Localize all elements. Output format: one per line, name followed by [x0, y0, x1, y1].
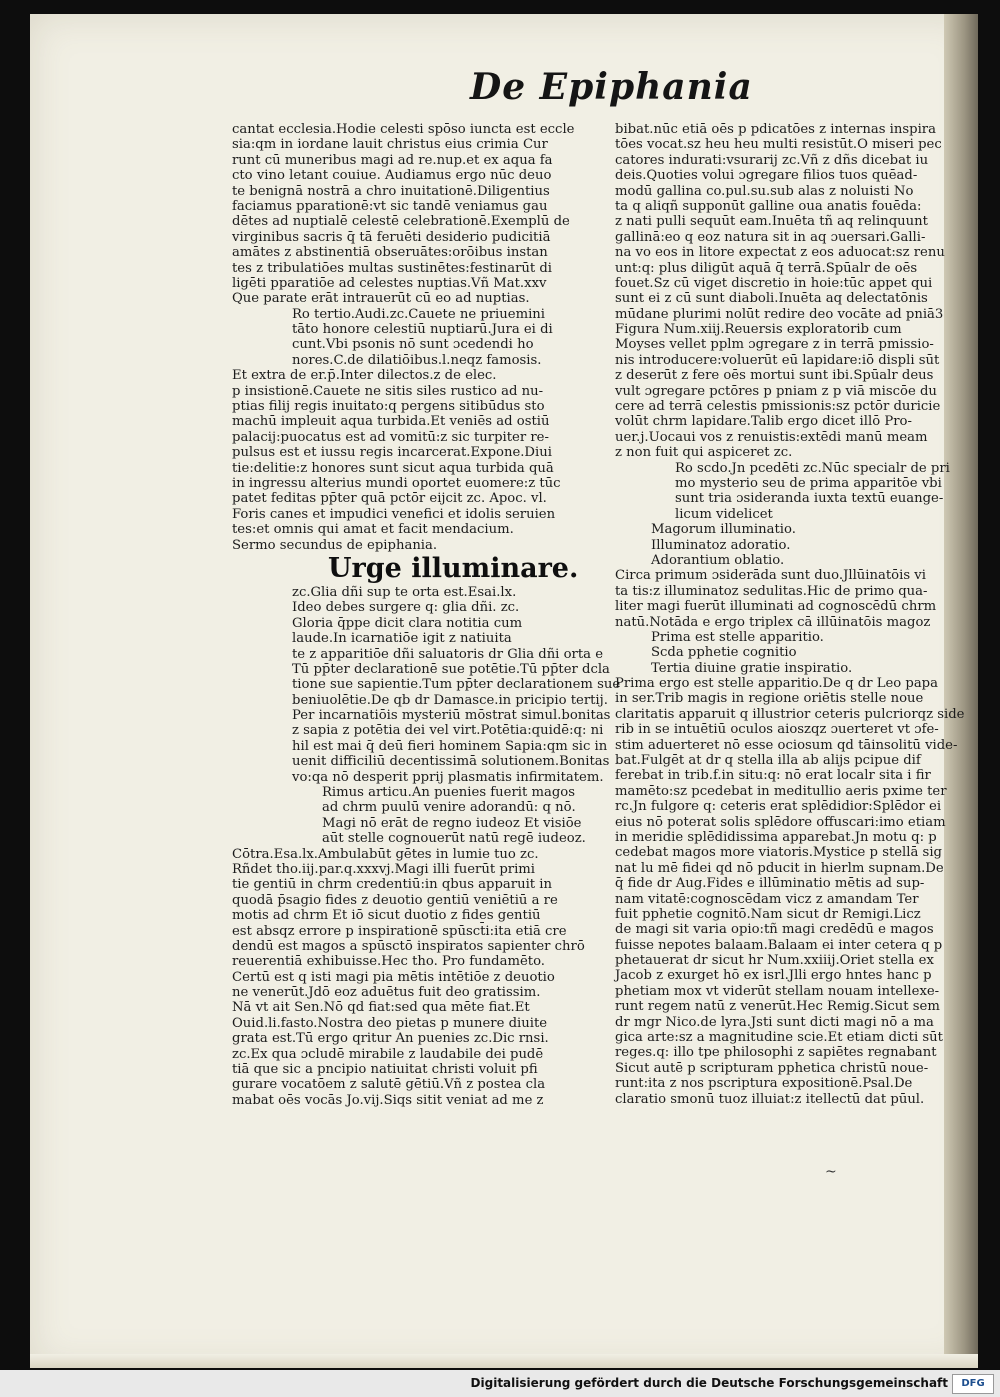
text-line: dendū est magos a spūsctō inspiratos sapienter chrō	[232, 938, 585, 954]
text-line: sia:qm in iordane lauit christus eius crimia Cur	[232, 137, 548, 153]
text-line: Gloria q̄ppe dicit clara notitia cum	[292, 615, 523, 631]
text-line: z sapia z potētia dei vel virt.Potētia:quidē:q: ni	[292, 723, 604, 739]
text-line: beniuolētie.De qb dr Damasce.in pricipio tertij.	[292, 692, 608, 708]
text-line: mabat oēs vocās Jo.vij.Siqs sitit veniat ad me z	[232, 1092, 544, 1108]
text-line: patet feditas pp̄ter quā pctōr eijcit zc. Apoc. vl.	[232, 491, 547, 507]
text-line: nores.C.de dilatiōibus.l.neqz famosis.	[292, 352, 542, 368]
text-line: vo:qa nō desperit pprij plasmatis infirmitatem.	[292, 769, 604, 785]
text-line: zc.Glia dñi sup te orta est.Esai.lx.	[292, 584, 517, 600]
page-header: De Epiphania	[470, 66, 753, 108]
text-line: nam vitatē:cognoscēdam vicz z amandam Ter	[615, 891, 919, 907]
text-line: sunt ei z cū sunt diaboli.Inuēta aq delectatōnis	[615, 291, 928, 307]
text-line: gallinā:eo q eoz natura sit in aq ɔuersari.Galli-	[615, 229, 926, 245]
text-line: bibat.nūc etiā oēs p pdicatōes z internas inspira	[615, 122, 936, 137]
text-line: cere ad terrā celestis pmissionis:sz pctōr duricie	[615, 399, 941, 415]
text-line: na vo eos in litore expectat z eos aduocat:sz renu	[615, 245, 945, 261]
text-line: grata est.Tū ergo qritur An puenies zc.Dic rnsi.	[232, 1031, 549, 1047]
text-line: fuisse nepotes balaam.Balaam ei inter cetera q p	[615, 937, 943, 953]
text-line: bat.Fulgēt at dr q stella illa ab alijs pcipue dif	[615, 753, 921, 769]
text-line: q̄ fide dr Aug.Fides e illūminatio mētis ad sup-	[615, 876, 925, 892]
text-line: runt regem natū z venerūt.Hec Remig.Sicut sem	[615, 999, 940, 1015]
text-line: stim aduerteret nō esse ociosum qd tāinsolitū vide-	[615, 737, 958, 753]
text-line: Ideo debes surgere q: glia dñi. zc.	[292, 600, 520, 616]
text-line: Adorantium oblatio.	[651, 552, 785, 568]
text-line: palacij:puocatus est ad vomitū:z sic turpiter re-	[232, 429, 549, 445]
book-page	[30, 14, 978, 1368]
text-line: quodā p̄sagio fides z deuotio gentiū veniētiū a re	[232, 892, 558, 908]
text-line: Sicut autē p scripturam pphetica christū noue-	[615, 1060, 929, 1076]
text-line: unt:q: plus diligūt aquā q̄ terrā.Spūalr de oēs	[615, 260, 918, 276]
text-line: cedebat magos more viatoris.Mystice p stellā sig	[615, 845, 942, 861]
footer-bar	[0, 1370, 1000, 1397]
text-line: in meridie splēdidissima apparebat.Jn motu q: p	[615, 829, 937, 845]
text-line: tiā que sic a pncipio natiuitat christi voluit pfi	[232, 1062, 538, 1078]
text-line: est absqz errore p inspirationē spūsct̄i:ita etiā cre	[232, 923, 567, 939]
text-line: te z apparitiōe dñi saluatoris dr Glia dñi orta e	[292, 646, 603, 662]
text-line: virginibus sacris q̄ tā feruēti desiderio pudicitiā	[232, 229, 551, 245]
text-line: claratio smonū tuoz illuiat:z itellectū dat pūul.	[615, 1091, 925, 1107]
text-line: Tertia diuine gratie inspiratio.	[651, 660, 853, 676]
text-line: Figura Num.xiij.Reuersis exploratorib cum	[615, 322, 902, 338]
text-line: Per incarnatiōis mysteriū mōstrat simul.bonitas	[292, 708, 611, 724]
text-line: Magorum illuminatio.	[651, 522, 796, 538]
text-line: Scda pphetie cognitio	[651, 645, 797, 661]
text-line: Prima ergo est stelle apparitio.De q dr Leo papa	[615, 676, 938, 692]
text-line: p insistionē.Cauete ne sitis siles rustico ad nu-	[232, 383, 544, 399]
text-line: Rimus articu.An puenies fuerit magos	[322, 785, 575, 801]
text-line: ferebat in trib.f.in situ:q: nō erat localr sita i fir	[615, 768, 931, 784]
page-bottom-edge	[30, 1354, 978, 1368]
text-line: tie gentiū in chrm credentiū:in qbus apparuit in	[232, 877, 552, 893]
text-line: te benignā nostrā a chro inuitationē.Diligentius	[232, 183, 550, 199]
text-line: claritatis apparuit q illustrior ceteris pulcriorqz side	[615, 706, 965, 722]
text-line: amātes z abstinentiā obseruātes:orōibus instan	[232, 245, 548, 261]
text-line: uenit difficiliū decentissimā solutionem.Bonitas	[292, 754, 610, 770]
left-column	[232, 122, 621, 1108]
text-line: in ser.Trib magis in regione oriētis stelle noue	[615, 691, 924, 707]
text-line: eius nō poterat solis splēdore offuscari:imo etiam	[615, 814, 946, 830]
text-line: Foris canes et impudici venefici et idolis seruien	[232, 506, 556, 522]
text-line: uer.j.Uocaui vos z renuistis:extēdi manū meam	[615, 429, 928, 445]
text-line: gurare vocatōem z salutē gētiū.Vñ z postea cla	[232, 1077, 546, 1093]
text-line: tes z tribulatiōes multas sustinētes:festinarūt di	[232, 260, 553, 276]
right-column	[615, 122, 965, 1107]
text-line: cunt.Vbi psonis nō sunt ɔcedendi ho	[292, 337, 534, 353]
text-line: faciamus pparationē:vt sic tandē veniamus gau	[232, 198, 548, 214]
text-line: mamēto:sz pcedebat in meditullio aeris pxime ter	[615, 783, 947, 799]
text-line: licum videlicet	[675, 506, 773, 522]
text-line: Illuminatoz adoratio.	[651, 537, 791, 553]
text-line: Rñdet tho.iij.par.q.xxxvj.Magi illi fuerūt primi	[232, 861, 536, 877]
text-line: Moyses vellet pplm ɔgregare z in terrā pmissio-	[615, 337, 934, 353]
text-line: rc.Jn fulgore q: ceteris erat splēdidior:Splēdor ei	[615, 799, 942, 815]
text-line: Ouid.li.fasto.Nostra deo pietas p munere diuite	[232, 1015, 548, 1031]
text-line: fuit pphetie cognitō.Nam sicut dr Remigi.Licz	[615, 906, 921, 922]
text-line: dr mgr Nico.de lyra.Jsti sunt dicti magi nō a ma	[615, 1014, 934, 1030]
text-line: runt cū muneribus magi ad re.nup.et ex aqua fa	[232, 152, 553, 168]
text-line: cantat ecclesia.Hodie celesti spōso iuncta est eccle	[232, 122, 575, 137]
text-line: Ro scdo.Jn pcedēti zc.Nūc specialr de pri	[675, 460, 950, 476]
text-line: volūt chrm lapidare.Talib ergo dicet illō Pro-	[615, 414, 912, 430]
text-line: sunt tria ɔsideranda iuxta textū euange-	[675, 491, 944, 507]
text-line: tāto honore celestiū nuptiarū.Jura ei di	[292, 322, 553, 338]
text-line: de magi sit varia opio:tñ magi credēdū e magos	[615, 922, 934, 938]
text-line: Certū est q isti magi pia mētis intētiōe z deuotio	[232, 969, 555, 985]
text-line: motis ad chrm Et iō sicut duotio z fides gentiū	[232, 908, 541, 924]
text-line: Nā vt ait Sen.Nō qd fiat:sed qua mēte fiat.Et	[232, 1000, 530, 1016]
text-line: z non fuit qui aspiceret zc.	[615, 445, 793, 461]
text-line: ta q aliqñ supponūt galline oua anatis fouēda:	[615, 198, 922, 214]
text-line: liter magi fuerūt illuminati ad cognoscēdū chrm	[615, 599, 937, 615]
text-line: gica arte:sz a magnitudine scie.Et etiam dicti sūt	[615, 1030, 943, 1046]
text-line: tes:et omnis qui amat et facit mendacium.	[232, 522, 514, 538]
text-line: Magi nō erāt de regno iudeoz Et visiōe	[322, 815, 582, 831]
text-line: Sermo secundus de epiphania.	[232, 537, 438, 553]
text-line: rib in se intuētiū oculos aioszqz ɔuerteret vt ɔfe-	[615, 722, 939, 738]
text-line: mo mysterio seu de prima apparitōe vbi	[675, 475, 942, 491]
text-line: vult ɔgregare pctōres p pniam z p viā miscōe du	[615, 383, 937, 399]
text-line: aūt stelle cognouerūt natū regē iudeoz.	[322, 831, 586, 847]
text-line: tōes vocat.sz heu heu multi resistūt.O miseri pec	[615, 137, 942, 153]
text-line: fouet.Sz cū viget discretio in hoie:tūc appet qui	[615, 275, 933, 291]
text-line: reges.q: illo tpe philosophi z sapiētes regnabant	[615, 1045, 937, 1061]
text-line: z deserūt z fere oēs mortui sunt ibi.Spūalr deus	[615, 368, 934, 384]
text-line: deis.Quoties volui ɔgregare filios tuos quēad-	[615, 168, 918, 184]
text-line: phetauerat dr sicut hr Num.xxiiij.Oriet stella ex	[615, 953, 934, 969]
sermon-title: Urge illuminare.	[328, 552, 579, 584]
text-line: z nati pulli sequūt eam.Inuēta tñ aq relinquunt	[615, 214, 928, 230]
footer-credit: Digitalisierung gefördert durch die Deutsche Forschungsgemeinschaft	[470, 1376, 948, 1390]
text-line: Ro tertio.Audi.zc.Cauete ne priuemini	[292, 306, 546, 322]
text-line: machū impleuit aqua turbida.Et veniēs ad ostiū	[232, 414, 550, 430]
text-line: cto vino letant couiue. Audiamus ergo nūc deuo	[232, 168, 552, 184]
text-line: reuerentiā exhibuisse.Hec tho. Pro fundamēto.	[232, 954, 545, 970]
text-line: catores indurati:vsurarij zc.Vñ z dñs dicebat iu	[615, 152, 929, 168]
text-line: nis introducere:voluerūt eū lapidare:iō displi sūt	[615, 352, 940, 368]
text-line: ne venerūt.Jdō eoz aduētus fuit deo gratissim.	[232, 985, 541, 1001]
text-line: Jacob z exurget hō ex isrl.Jlli ergo hntes hanc p	[615, 968, 932, 984]
text-line: Que parate erāt intrauerūt cū eo ad nuptias.	[232, 291, 530, 307]
text-line: hil est mai q̄ deū fieri hominem Sapia:qm sic in	[292, 738, 608, 754]
text-line: nat lu mē fidei qd nō pducit in hierlm supnam.De	[615, 860, 944, 876]
text-line: ligēti pparatiōe ad celestes nuptias.Vñ Mat.xxv	[232, 275, 547, 291]
text-line: Circa primum ɔsiderāda sunt duo.Jllūinatōis vi	[615, 568, 926, 584]
text-line: Et extra de er.p̄.Inter dilectos.z de elec.	[232, 368, 497, 384]
text-line: Prima est stelle apparitio.	[651, 629, 824, 645]
text-line: tie:delitie:z honores sunt sicut aqua turbida quā	[232, 460, 554, 476]
text-line: ptias filij regis inuitato:q pergens sitibūdus sto	[232, 399, 545, 415]
text-line: ta tis:z illuminatoz sedulitas.Hic de primo qua-	[615, 583, 928, 599]
text-line: pulsus est et iussu regis incarcerat.Expone.Diui	[232, 445, 552, 461]
text-line: zc.Ex qua ɔcludē mirabile z laudabile dei pudē	[232, 1046, 544, 1062]
ornament-mark: ~	[825, 1164, 837, 1180]
text-line: ad chrm puulū venire adorandū: q nō.	[322, 800, 576, 816]
dfg-logo: DFG	[952, 1374, 994, 1394]
text-line: phetiam mox vt viderūt stellam nouam intellexe-	[615, 983, 940, 999]
text-line: natū.Notāda e ergo triplex cā illūinatōis magoz	[615, 614, 931, 630]
text-line: Tū pp̄ter declarationē sue potētie.Tū pp̄ter dcla	[292, 661, 610, 677]
text-line: dētes ad nuptialē celestē celebrationē.Exemplū de	[232, 214, 570, 230]
text-line: mūdane plurimi nolūt redire deo vocāte ad pniā3	[615, 306, 944, 322]
text-line: laude.In icarnatiōe igit z natiuita	[292, 631, 512, 647]
text-line: Cōtra.Esa.lx.Ambulabūt gētes in lumie tuo zc.	[232, 846, 539, 862]
text-line: modū gallina co.pul.su.sub alas z noluisti No	[615, 183, 914, 199]
text-line: runt:ita z nos pscriptura expositionē.Psal.De	[615, 1076, 913, 1092]
text-line: tione sue sapientie.Tum pp̄ter declarationem sue	[292, 677, 621, 693]
text-line: in ingressu alterius mundi oportet euomere:z tūc	[232, 475, 561, 491]
